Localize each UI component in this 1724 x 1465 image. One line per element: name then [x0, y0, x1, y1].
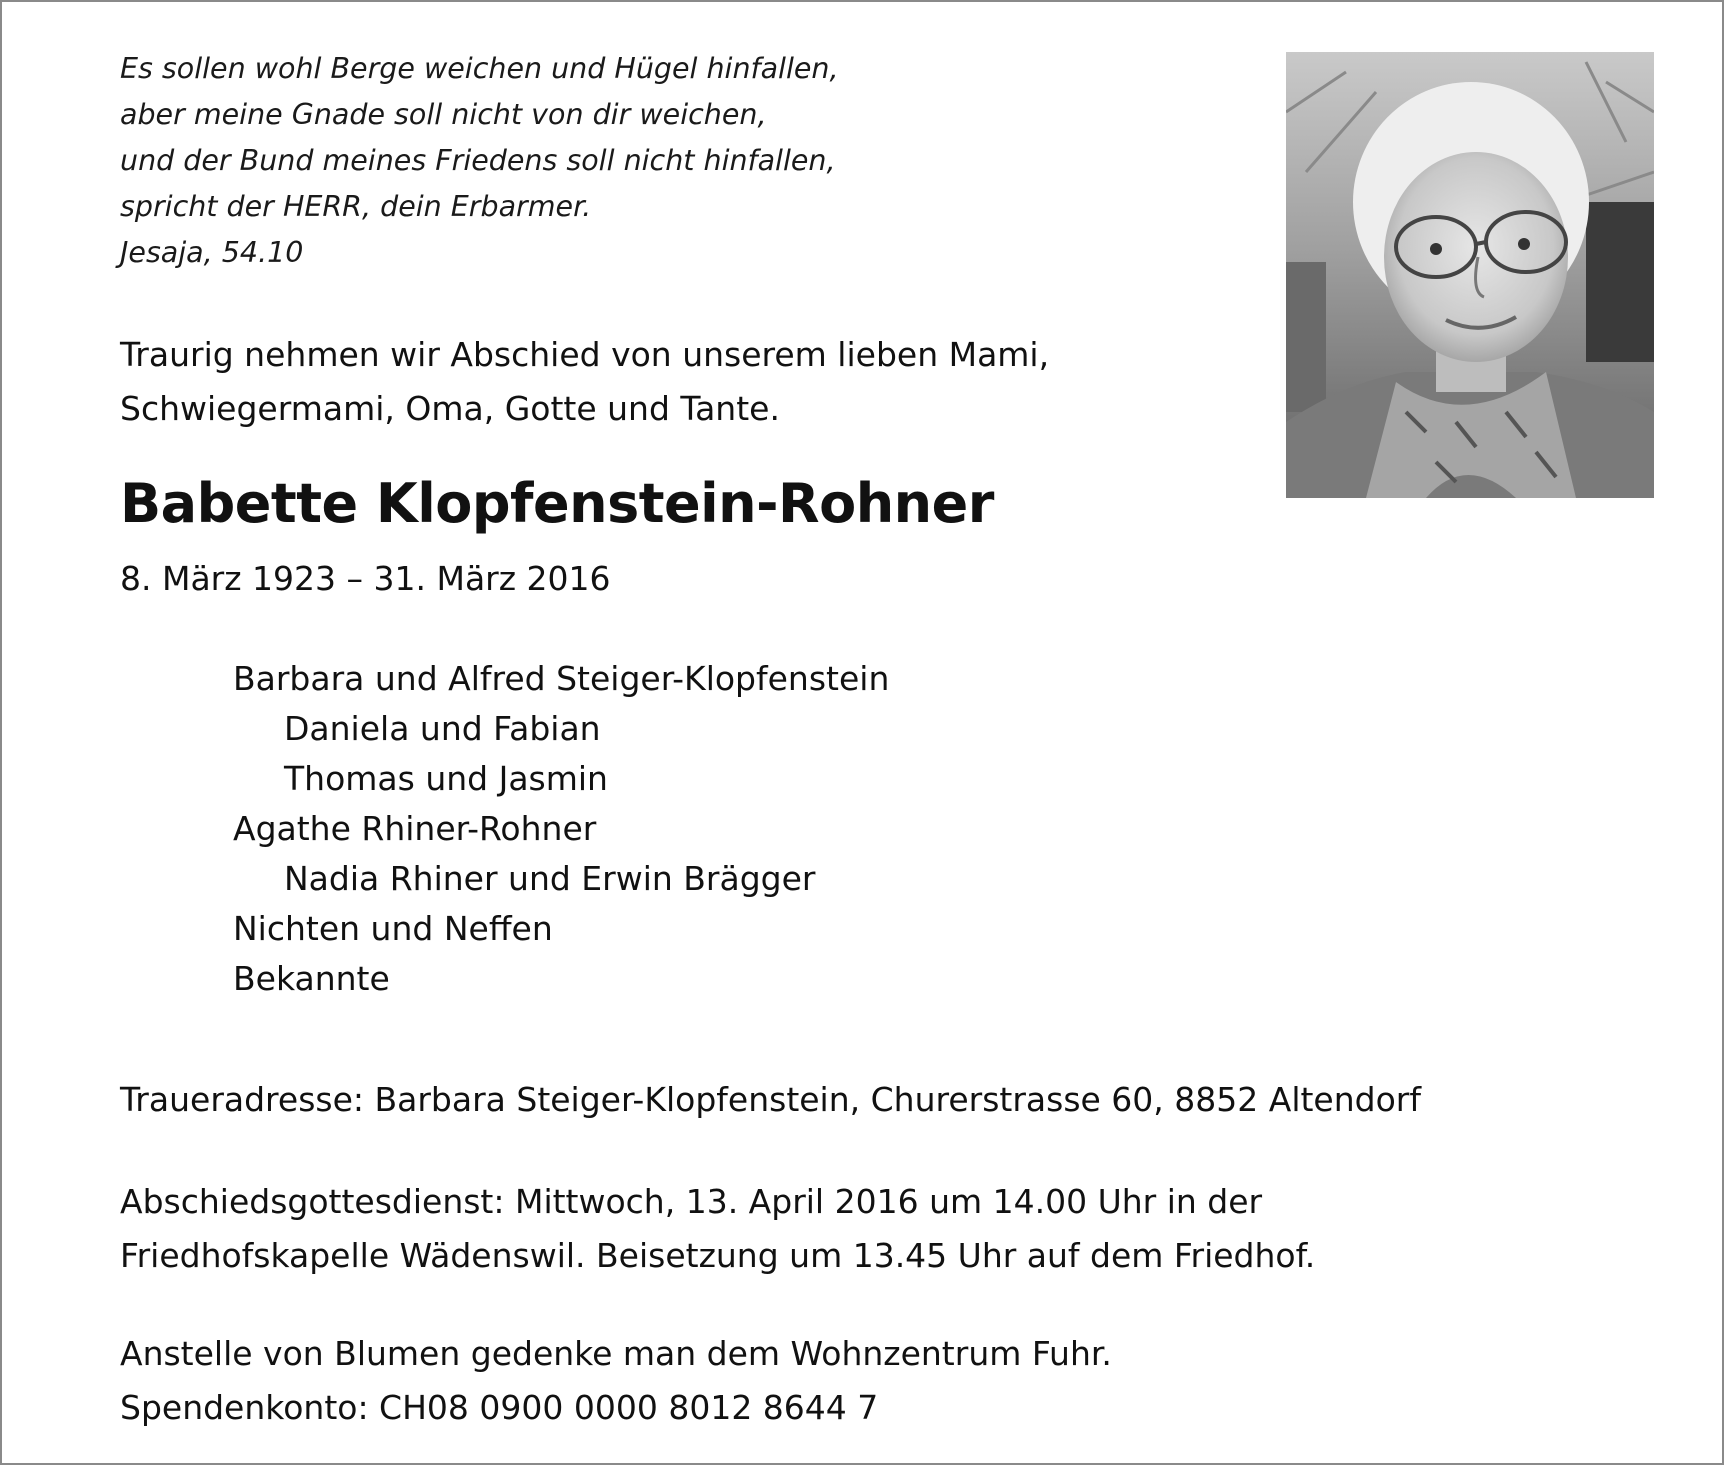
deceased-name: Babette Klopfenstein-Rohner: [120, 472, 994, 535]
verse-line: und der Bund meines Friedens soll nicht hinfallen,: [120, 144, 836, 177]
service-line: Abschiedsgottesdienst: Mittwoch, 13. April 2016 um 14.00 Uhr in der: [120, 1182, 1263, 1221]
mourner-entry: Agathe Rhiner-Rohner: [233, 809, 597, 848]
mourning-address: Traueradresse: Barbara Steiger-Klopfenstein, Churerstrasse 60, 8852 Altendorf: [120, 1080, 1421, 1119]
mourner-entry: Barbara und Alfred Steiger-Klopfenstein: [233, 659, 890, 698]
verse-line: aber meine Gnade soll nicht von dir weichen,: [120, 98, 767, 131]
service-line: Friedhofskapelle Wädenswil. Beisetzung um 13.45 Uhr auf dem Friedhof.: [120, 1236, 1316, 1275]
portrait-photo: [1286, 52, 1654, 498]
mourner-entry: Daniela und Fabian: [284, 709, 601, 748]
mourner-entry: Nadia Rhiner und Erwin Brägger: [284, 859, 816, 898]
mourner-entry: Thomas und Jasmin: [284, 759, 608, 798]
donation-account: Spendenkonto: CH08 0900 0000 8012 8644 7: [120, 1388, 879, 1427]
portrait-photo-icon: [1286, 52, 1654, 498]
bible-verse: [120, 46, 1160, 276]
mourner-entry: Nichten und Neffen: [233, 909, 553, 948]
donation-info: [120, 1327, 1112, 1435]
verse-line: Es sollen wohl Berge weichen und Hügel hinfallen,: [120, 52, 839, 85]
intro-line: Traurig nehmen wir Abschied von unserem lieben Mami,: [120, 335, 1050, 374]
verse-reference: Jesaja, 54.10: [120, 236, 304, 269]
funeral-service-info: [120, 1175, 1315, 1283]
mourners-list: [233, 654, 889, 1004]
mourner-entry: Bekannte: [233, 959, 390, 998]
life-dates: 8. März 1923 – 31. März 2016: [120, 559, 611, 598]
intro-text: [120, 328, 1049, 436]
donation-line: Anstelle von Blumen gedenke man dem Wohnzentrum Fuhr.: [120, 1334, 1112, 1373]
intro-line: Schwiegermami, Oma, Gotte und Tante.: [120, 389, 780, 428]
verse-line: spricht der HERR, dein Erbarmer.: [120, 190, 592, 223]
